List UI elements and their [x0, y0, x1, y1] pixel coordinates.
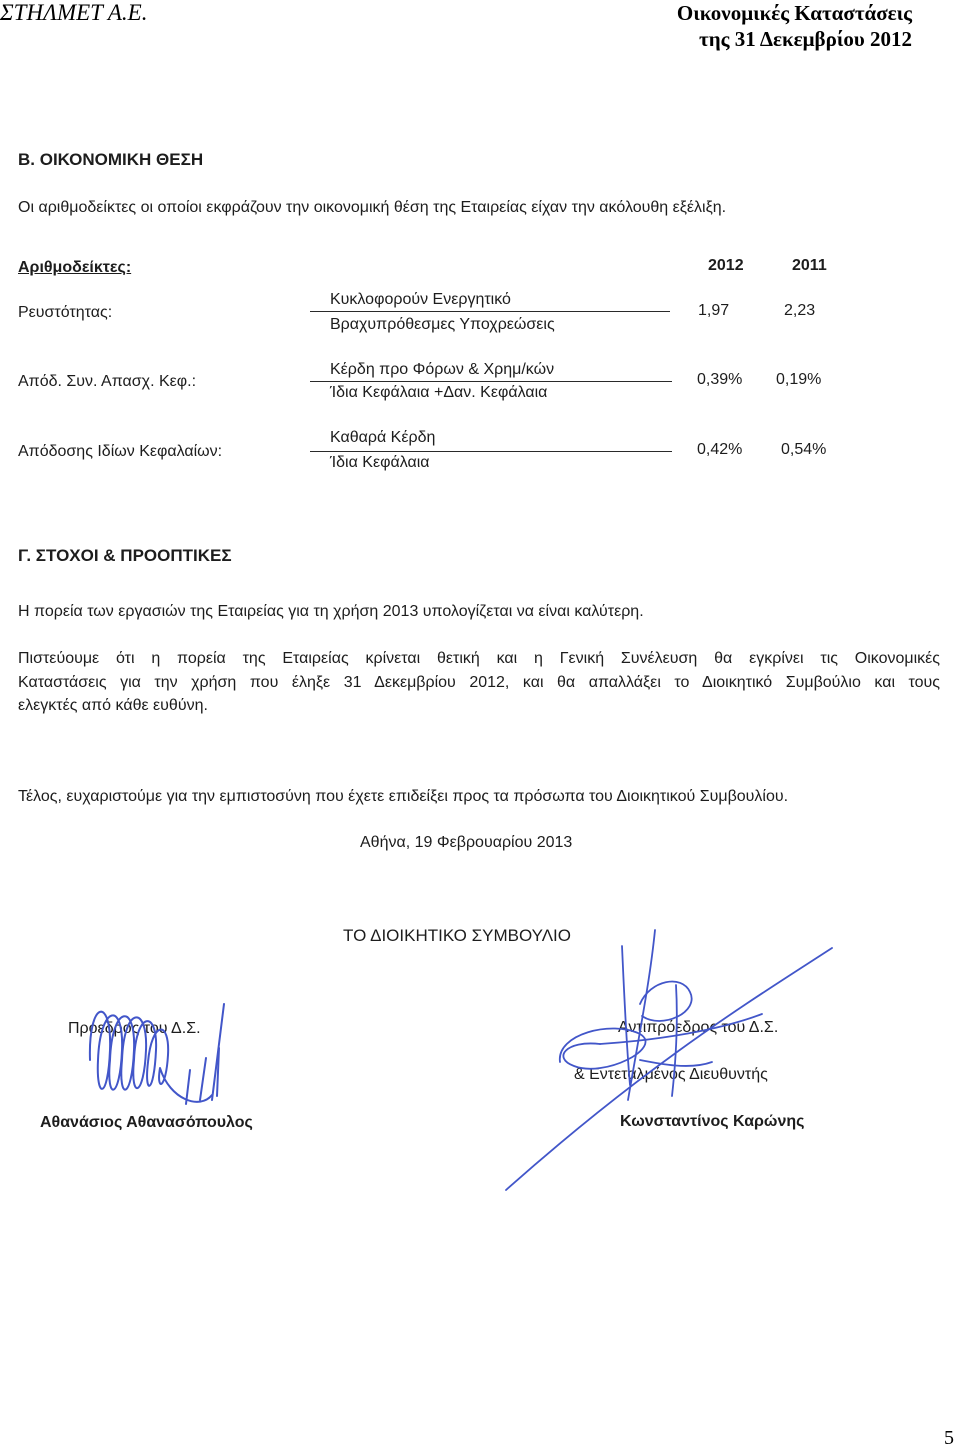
signatory-role: Αντιπρόεδρος του Δ.Σ.: [618, 1019, 779, 1036]
year-header-2011: 2011: [792, 257, 827, 274]
place-date: Αθήνα, 19 Φεβρουαρίου 2013: [360, 834, 573, 851]
signatory-name: Αθανάσιος Αθανασόπουλος: [40, 1114, 253, 1131]
document-title: Οικονομικές Καταστάσεις: [676, 1, 912, 25]
ratio-denominator: Ίδια Κεφάλαια: [330, 454, 430, 471]
company-name: ΣΤΗΛΜΕΤ Α.Ε.: [0, 0, 148, 25]
signatory-name: Κωνσταντίνος Καρώνης: [620, 1113, 805, 1130]
ratio-value-2011: 2,23: [784, 302, 816, 319]
paragraph-line: Καταστάσεις για την χρήση που έληξε 31 Δεκεμβρίου 2012, και θα απαλλάξει το Διοικητικό Συμβούλιο και τους: [18, 674, 940, 691]
ratio-numerator: Καθαρά Κέρδη: [330, 429, 436, 446]
ratio-denominator: Βραχυπρόθεσμες Υποχρεώσεις: [330, 316, 555, 333]
section-b-intro: Οι αριθμοδείκτες οι οποίοι εκφράζουν την οικονομική θέση της Εταιρείας είχαν την ακόλουθη εξέλιξη.: [18, 199, 727, 216]
ratio-value-2012: 0,42%: [697, 441, 743, 458]
section-b-heading: Β. ΟΙΚΟΝΟΜΙΚΗ ΘΕΣΗ: [18, 150, 204, 169]
signatory-role-secondary: & Εντεταλμένος Διευθυντής: [574, 1066, 768, 1083]
paragraph-line: Πιστεύουμε ότι η πορεία της Εταιρείας κρίνεται θετική και η Γενική Συνέλευση θα εγκρίνει τις Οικονομικές: [18, 650, 940, 667]
ratio-label: Απόδ. Συν. Απασχ. Κεφ.:: [18, 373, 197, 390]
board-heading: ΤΟ ΔΙΟΙΚΗΤΙΚΟ ΣΥΜΒΟΥΛΙΟ: [343, 926, 571, 945]
section-g-heading: Γ. ΣΤΟΧΟΙ & ΠΡΟΟΠΤΙΚΕΣ: [18, 546, 232, 565]
paragraph-line: ελεγκτές από κάθε ευθύνη.: [18, 697, 208, 714]
fraction-bar: [310, 311, 670, 312]
closing-paragraph: Τέλος, ευχαριστούμε για την εμπιστοσύνη που έχετε επιδείξει προς τα πρόσωπα του Διοικητικού Συμβουλίου.: [18, 788, 789, 805]
signatory-role: Πρόεδρος του Δ.Σ.: [68, 1020, 201, 1037]
ratio-value-2012: 1,97: [698, 302, 730, 319]
year-header-2012: 2012: [708, 257, 744, 274]
ratio-numerator: Κυκλοφορούν Ενεργητικό: [330, 291, 511, 308]
ratios-label: Αριθμοδείκτες:: [18, 259, 132, 276]
document-date: της 31 Δεκεμβρίου 2012: [699, 27, 912, 51]
ratio-denominator: Ίδια Κεφάλαια +Δαν. Κεφάλαια: [330, 384, 548, 401]
fraction-bar: [310, 451, 672, 452]
ratio-numerator: Κέρδη προ Φόρων & Χρημ/κών: [330, 361, 555, 378]
ratio-value-2011: 0,54%: [781, 441, 827, 458]
signature-vice-president: [506, 930, 832, 1190]
page-number: 5: [944, 1427, 954, 1449]
outlook-paragraph: Η πορεία των εργασιών της Εταιρείας για τη χρήση 2013 υπολογίζεται να είναι καλύτερη.: [18, 603, 644, 620]
ratio-label: Απόδοσης Ιδίων Κεφαλαίων:: [18, 443, 223, 460]
ratio-value-2012: 0,39%: [697, 371, 743, 388]
fraction-bar: [310, 381, 672, 382]
ratio-label: Ρευστότητας:: [18, 304, 113, 321]
ratio-value-2011: 0,19%: [776, 371, 822, 388]
